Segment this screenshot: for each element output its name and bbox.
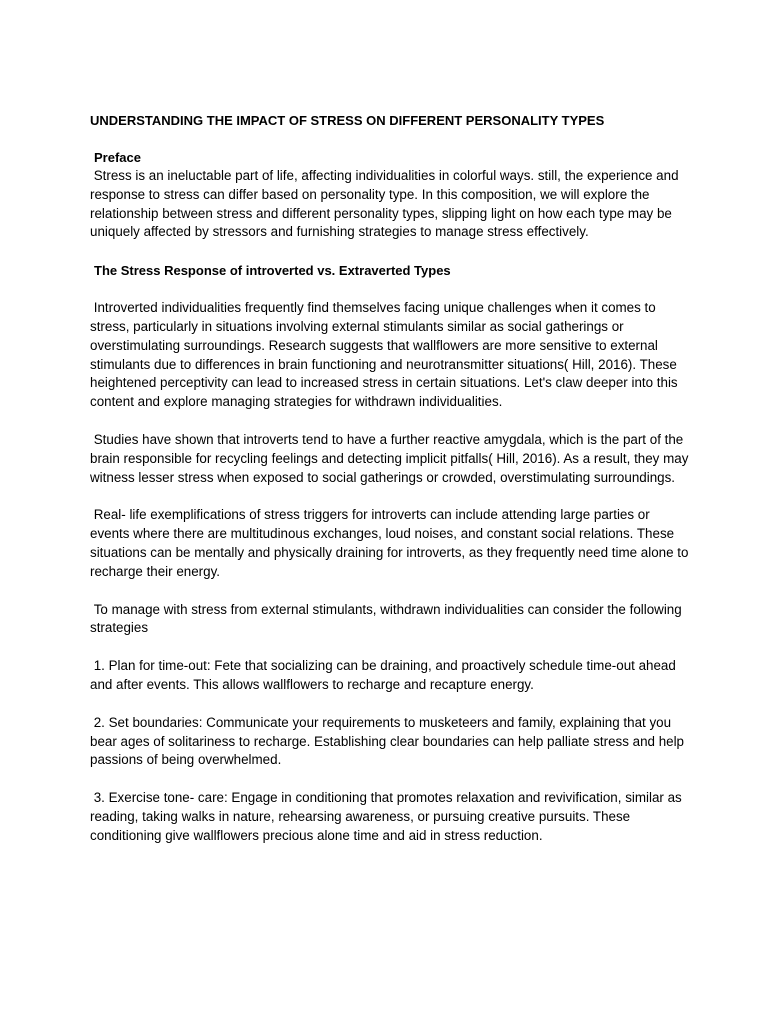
list-item: 3. Exercise tone- care: Engage in conditioning that promotes relaxation and revivification, similar as reading, taking walks in nature, rehearsing awareness, or pursuing creative pursuits. These conditioning give wallflowers precious alone time and aid in stress reduction. <box>90 790 686 843</box>
paragraph: To manage with stress from external stimulants, withdrawn individualities can consider the following strategies <box>90 601 686 636</box>
paragraph: Real- life exemplifications of stress triggers for introverts can include attending large parties or events where there are multitudinous exchanges, loud noises, and constant social relations. These situations can be mentally and physically draining for introverts, as they frequently need time alone to recharge their energy. <box>90 507 693 579</box>
paragraph: Stress is an ineluctable part of life, affecting individualities in colorful ways. still, the experience and response to stress can differ based on personality type. In this composition, we will explore the relationship between stress and different personality types, slipping light on how each type may be uniquely affected by stressors and furnishing strategies to manage stress effectively. <box>90 168 683 240</box>
document-page <box>90 111 693 865</box>
paragraph: Studies have shown that introverts tend to have a further reactive amygdala, which is the part of the brain responsible for recycling feelings and detecting implicit pitfalls( Hill, 2016). As a result, they may witness lesser stress when exposed to social gatherings or crowded, overstimulating surroundings. <box>90 431 693 485</box>
paragraph: Introverted individualities frequently find themselves facing unique challenges when it comes to stress, particularly in situations involving external stimulants similar as social gatherings or overstimulating surroundings. Research suggests that wallflowers are more sensitive to external stimulants due to differences in brain functioning and neurotransmitter situations( Hill, 2016). These heightened perceptivity can lead to increased stress in certain situations. Let's claw deeper into this content and explore managing strategies for withdrawn individualities. <box>90 300 682 410</box>
list-item: 2. Set boundaries: Communicate your requirements to musketeers and family, explaining that you bear ages of solitariness to recharge. Establishing clear boundaries can help palliate stress and help passions of being overwhelmed. <box>90 714 688 768</box>
section-heading-preface: Preface <box>94 150 141 165</box>
section-heading-stress-response: The Stress Response of introverted vs. Extraverted Types <box>94 263 451 279</box>
list-item: 1. Plan for time-out: Fete that socializing can be draining, and proactively schedule time-out ahead and after events. This allows wallflowers to recharge and recapture energy. <box>90 658 680 692</box>
document-title: UNDERSTANDING THE IMPACT OF STRESS ON DIFFERENT PERSONALITY TYPES <box>90 113 605 128</box>
